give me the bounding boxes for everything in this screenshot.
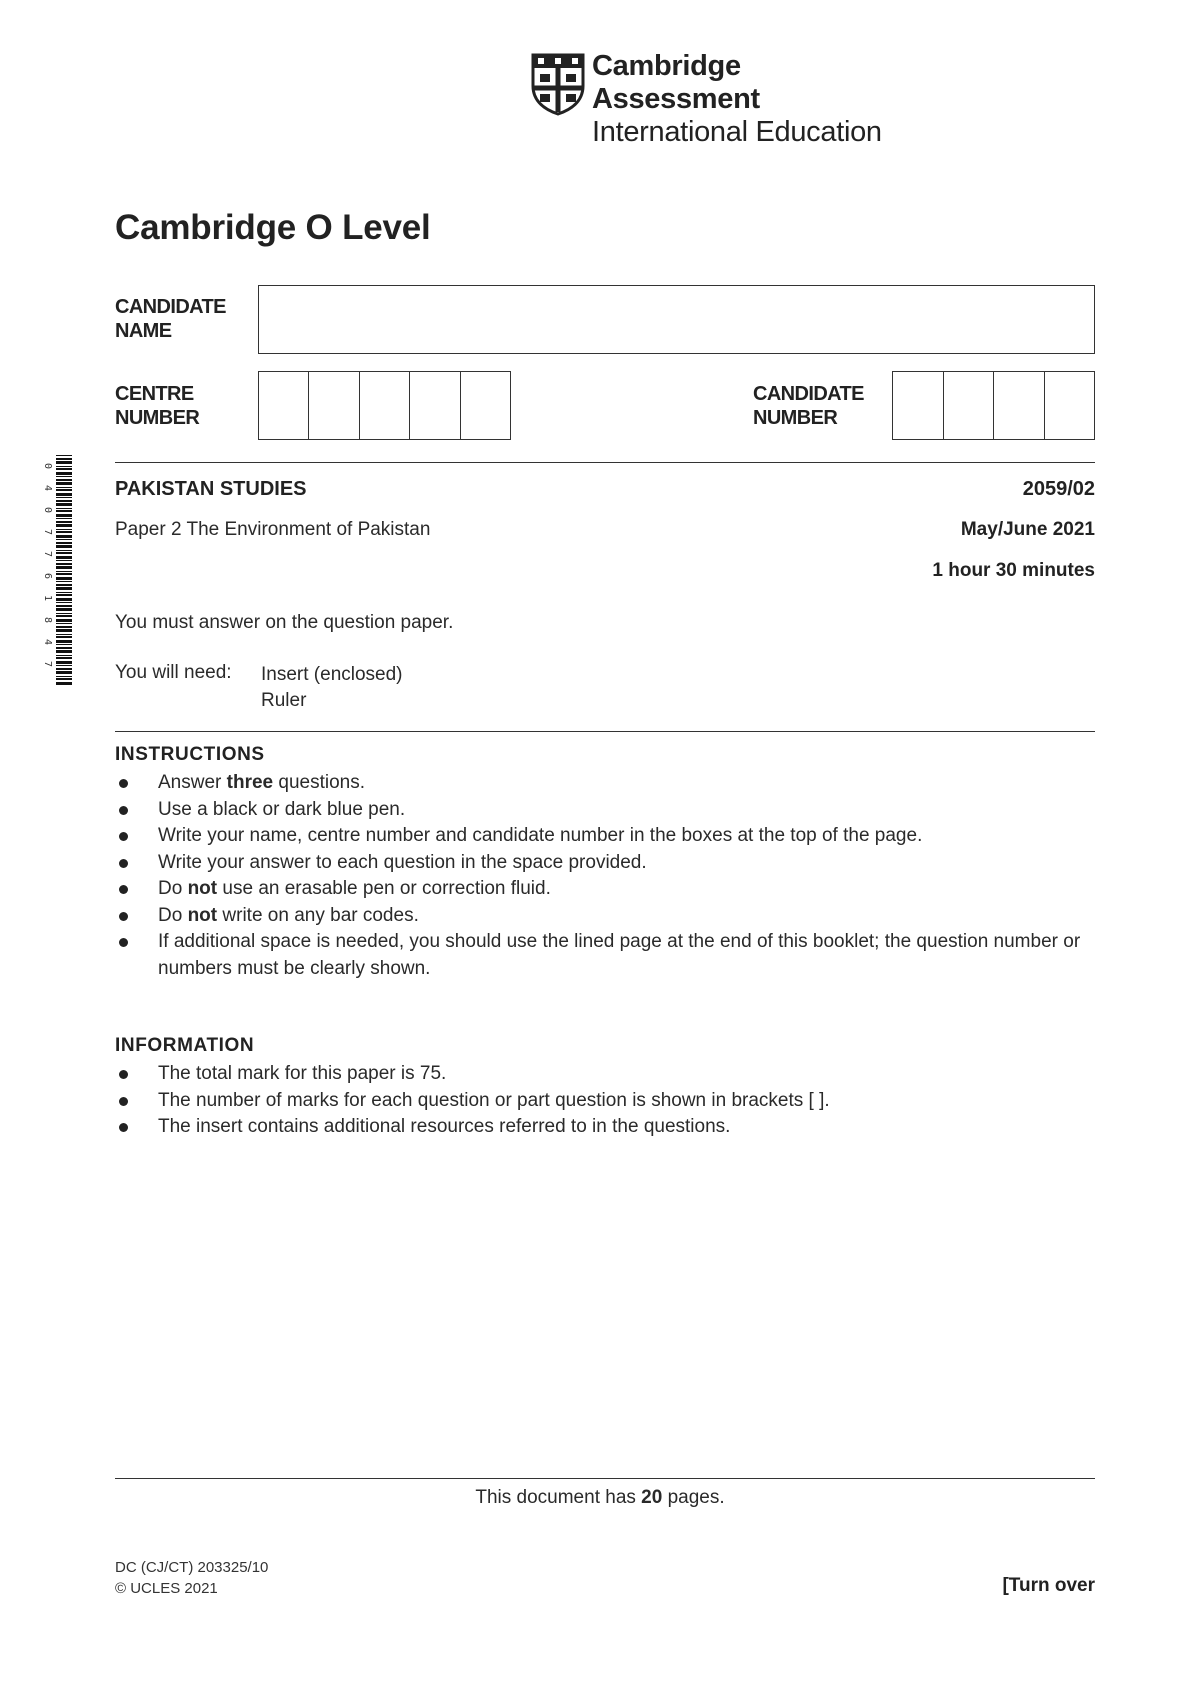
bullet-icon	[119, 912, 128, 921]
barcode-bar	[56, 461, 72, 464]
candidate-number-label: CANDIDATE NUMBER	[753, 383, 864, 429]
bullet-icon	[119, 938, 128, 947]
barcode-bar	[56, 613, 72, 614]
instruction-item: If additional space is needed, you should use the lined page at the end of this booklet; the question number or numbers must be clearly shown.	[115, 929, 1095, 982]
centre-number-field[interactable]	[258, 371, 511, 440]
barcode-bar	[56, 482, 72, 485]
barcode-bar	[56, 644, 72, 645]
centre-number-cell[interactable]	[410, 372, 460, 439]
barcode-bar	[56, 573, 72, 575]
exam-session: May/June 2021	[960, 519, 1095, 540]
instruction-item: Do not use an erasable pen or correction fluid.	[115, 876, 1095, 903]
candidate-number-cell[interactable]	[893, 372, 944, 439]
instruction-item: Answer three questions.	[115, 770, 1095, 797]
barcode-digit: 7	[42, 660, 53, 668]
barcode-bar	[56, 619, 72, 622]
logo-wordmark	[592, 50, 910, 149]
barcode-bar	[56, 468, 72, 470]
copyright: © UCLES 2021	[115, 1580, 218, 1597]
barcode-bar	[56, 500, 72, 502]
barcode-bar	[56, 592, 72, 593]
barcode-digit: 6	[42, 572, 53, 580]
barcode-bar	[56, 529, 72, 530]
barcode-bar	[56, 489, 72, 491]
instructions-list	[115, 770, 1095, 982]
barcode-bar	[56, 458, 72, 460]
information-heading: INFORMATION	[115, 1035, 255, 1056]
barcode-bar	[56, 594, 72, 596]
barcode-bar	[56, 476, 72, 477]
logo-line-2: International Education	[592, 116, 882, 148]
instruction-item: Write your answer to each question in the space provided.	[115, 850, 1095, 877]
barcode-bar	[56, 472, 72, 475]
barcode-bar	[56, 626, 72, 628]
barcode-bar	[56, 571, 72, 572]
barcode-bar	[56, 623, 72, 624]
barcode-bar	[56, 566, 72, 569]
barcode-bar	[56, 676, 72, 677]
barcode-bar	[56, 510, 72, 512]
instruction-item: Write your name, centre number and candidate number in the boxes at the top of the page.	[115, 823, 1095, 850]
centre-number-cell[interactable]	[259, 372, 309, 439]
barcode-digit: 4	[42, 638, 53, 646]
barcode-digit: 0	[42, 462, 53, 470]
subject-name: PAKISTAN STUDIES	[115, 478, 307, 500]
bullet-icon	[119, 885, 128, 894]
qualification-title: Cambridge O Level	[115, 208, 431, 247]
centre-number-cell[interactable]	[309, 372, 359, 439]
page-count-note: This document has 20 pages.	[475, 1487, 725, 1508]
barcode-bar	[56, 605, 72, 607]
paper-code: 2059/02	[1022, 478, 1095, 500]
barcode-bar	[56, 665, 72, 666]
barcode-bar	[56, 556, 72, 559]
bullet-icon	[119, 1097, 128, 1106]
need-item: Ruler	[261, 690, 307, 711]
barcode-digit: 7	[42, 550, 53, 558]
centre-number-cell[interactable]	[461, 372, 510, 439]
barcode-bar	[56, 524, 72, 527]
barcode-bar	[56, 608, 72, 611]
barcode-bar	[56, 521, 72, 523]
barcode-bar	[56, 682, 72, 685]
divider	[115, 462, 1095, 463]
bullet-icon	[119, 779, 128, 788]
barcode-bar	[56, 678, 72, 680]
barcode-bar	[56, 550, 72, 551]
bullet-icon	[119, 859, 128, 868]
barcode-bar	[56, 518, 72, 519]
barcode-bar	[56, 514, 72, 517]
information-item: The insert contains additional resources referred to in the questions.	[115, 1114, 1095, 1141]
bullet-icon	[119, 832, 128, 841]
barcode-bar	[56, 602, 72, 603]
barcode-bar	[56, 577, 72, 580]
information-item: The total mark for this paper is 75.	[115, 1061, 1095, 1088]
barcode-bar	[56, 535, 72, 538]
barcode-bar	[56, 545, 72, 548]
document-code: DC (CJ/CT) 203325/10	[115, 1559, 269, 1576]
barcode-bar	[56, 647, 72, 649]
need-list	[261, 662, 403, 714]
barcode-bar	[56, 629, 72, 632]
centre-number-cell[interactable]	[360, 372, 410, 439]
barcode-bar	[56, 552, 72, 554]
barcode-digit: 7	[42, 528, 53, 536]
document-code-block	[115, 1557, 268, 1599]
barcode-bar	[56, 542, 72, 544]
barcode-bar	[56, 640, 72, 643]
barcode-bar	[56, 615, 72, 617]
barcode-bar	[56, 655, 72, 656]
turn-over: [Turn over	[1002, 1575, 1095, 1596]
barcode-bar	[56, 560, 72, 561]
barcode-bar	[56, 650, 72, 653]
barcode-bar	[56, 587, 72, 590]
logo-line-1: Cambridge Assessment	[592, 50, 760, 115]
candidate-number-cell[interactable]	[944, 372, 995, 439]
bullet-icon	[119, 806, 128, 815]
barcode-bar	[56, 479, 72, 481]
barcode-bar	[56, 508, 72, 509]
need-label: You will need:	[115, 662, 232, 683]
divider	[115, 1478, 1095, 1479]
information-list	[115, 1061, 1095, 1141]
candidate-number-cell[interactable]	[994, 372, 1045, 439]
centre-number-label: CENTRE NUMBER	[115, 383, 200, 429]
bullet-icon	[119, 1070, 128, 1079]
barcode-bar	[56, 497, 72, 498]
barcode-bar	[56, 455, 72, 456]
barcode-bar	[56, 636, 72, 638]
instruction-item: Do not write on any bar codes.	[115, 903, 1095, 930]
barcode-bar	[56, 598, 72, 601]
barcode-digit: 4	[42, 484, 53, 492]
barcode-bar	[56, 584, 72, 586]
barcode-bar	[56, 493, 72, 496]
bullet-icon	[119, 1123, 128, 1132]
cambridge-logo	[530, 50, 910, 148]
information-item: The number of marks for each question or part question is shown in brackets [ ].	[115, 1088, 1095, 1115]
instruction-item: Use a black or dark blue pen.	[115, 797, 1095, 824]
barcode-bar	[56, 563, 72, 565]
barcode-bar	[56, 539, 72, 540]
barcode-bar	[56, 581, 72, 582]
barcode-bar	[56, 487, 72, 488]
barcode-digit: 8	[42, 616, 53, 624]
barcode-bar	[56, 661, 72, 664]
barcode-bar	[56, 531, 72, 533]
barcode-digits	[40, 455, 54, 685]
barcode-bar	[56, 657, 72, 659]
candidate-name-label: CANDIDATE NAME	[115, 296, 226, 342]
candidate-number-field[interactable]	[892, 371, 1095, 440]
university-shield-icon	[530, 52, 586, 116]
barcode-bar	[56, 634, 72, 635]
need-item: Insert (enclosed)	[261, 664, 403, 685]
candidate-name-field[interactable]	[258, 285, 1095, 354]
barcode-bar	[56, 466, 72, 467]
instructions-heading: INSTRUCTIONS	[115, 744, 265, 765]
paper-title: Paper 2 The Environment of Pakistan	[115, 519, 431, 540]
barcode-bar	[56, 503, 72, 506]
barcode-digit: 0	[42, 506, 53, 514]
candidate-number-cell[interactable]	[1045, 372, 1095, 439]
page-count: 20	[641, 1487, 663, 1508]
divider	[115, 731, 1095, 732]
answer-note: You must answer on the question paper.	[115, 612, 454, 633]
barcode-bar	[56, 668, 72, 670]
barcode-digit: 1	[42, 594, 53, 602]
barcode-bar	[56, 671, 72, 674]
exam-duration: 1 hour 30 minutes	[932, 560, 1095, 581]
